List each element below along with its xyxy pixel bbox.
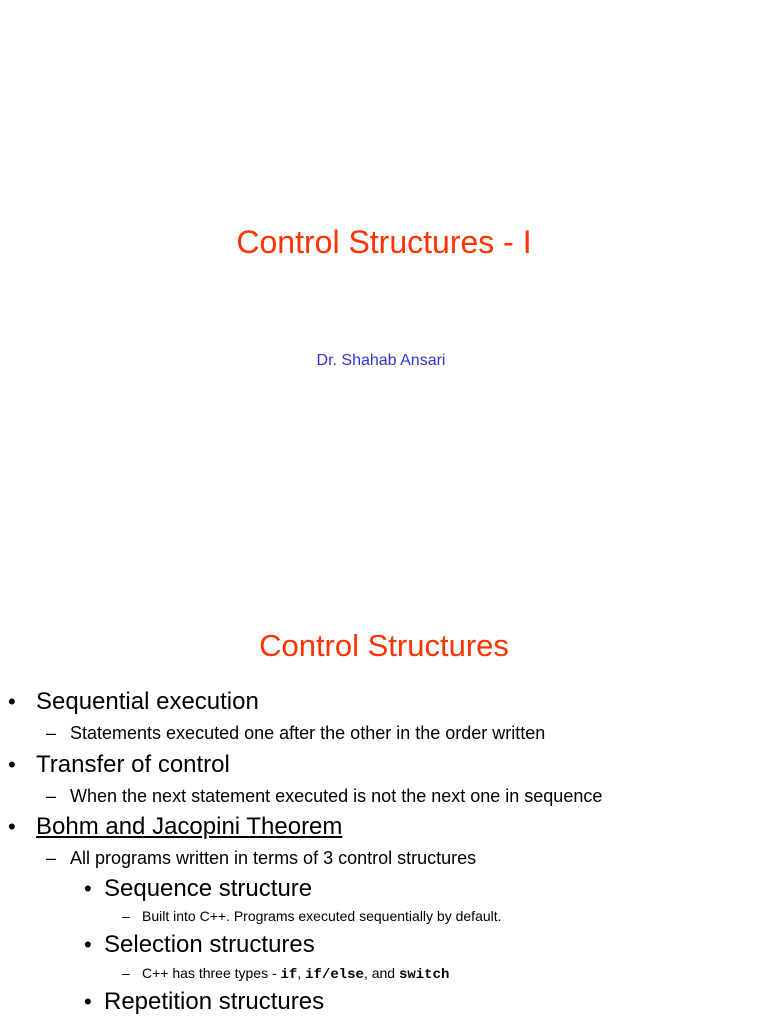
bullet-text: Bohm and Jacopini Theorem [36, 813, 343, 840]
bullet-sequential-execution [8, 687, 259, 717]
dash-icon: – [122, 965, 130, 981]
bullet-sequence-structure [84, 874, 312, 904]
bullet-text: Sequence structure [104, 875, 313, 902]
slide-1-title: Control Structures - I [236, 224, 532, 260]
dash-icon: – [46, 848, 57, 868]
sub-bullet-sequential [46, 721, 545, 745]
sub-bullet-transfer [46, 784, 602, 808]
sub-bullet-sequence [122, 906, 502, 926]
sub-bullet-bohm [46, 846, 476, 870]
bullet-dot-icon: • [84, 989, 92, 1014]
bullet-dot-icon: • [84, 876, 92, 901]
keyword-switch: switch [398, 967, 450, 983]
keyword-if-else: if/else [305, 967, 364, 983]
bullet-text: Sequential execution [36, 688, 259, 715]
bullet-dot-icon: • [8, 814, 16, 839]
bullet-text: Repetition structures [104, 988, 325, 1015]
sub-bullet-selection [122, 963, 449, 985]
separator: , and [363, 965, 399, 981]
bullet-dot-icon: • [8, 689, 16, 714]
bullet-repetition-structures [84, 987, 324, 1017]
sub-bullet-text: Built into C++. Programs executed sequentially by default. [142, 908, 502, 924]
sub-bullet-text: Statements executed one after the other in the order written [70, 723, 546, 743]
dash-icon: – [46, 723, 57, 743]
keyword-if: if [280, 967, 298, 983]
bullet-text: Transfer of control [36, 751, 230, 778]
bullet-selection-structures [84, 930, 315, 960]
sub-bullet-text-prefix: C++ has three types - [142, 965, 281, 981]
dash-icon: – [122, 908, 130, 924]
slide-1-author: Dr. Shahab Ansari [316, 352, 446, 369]
dash-icon: – [46, 786, 57, 806]
bullet-bohm-jacopini [8, 812, 342, 842]
bullet-text: Selection structures [104, 931, 315, 958]
sub-bullet-text: All programs written in terms of 3 control structures [70, 848, 477, 868]
slide-2-title: Control Structures [259, 628, 509, 663]
bullet-dot-icon: • [84, 932, 92, 957]
separator: , [297, 965, 306, 981]
bullet-dot-icon: • [8, 752, 16, 777]
sub-bullet-text: When the next statement executed is not the next one in sequence [70, 786, 603, 806]
bullet-transfer-of-control [8, 750, 230, 780]
